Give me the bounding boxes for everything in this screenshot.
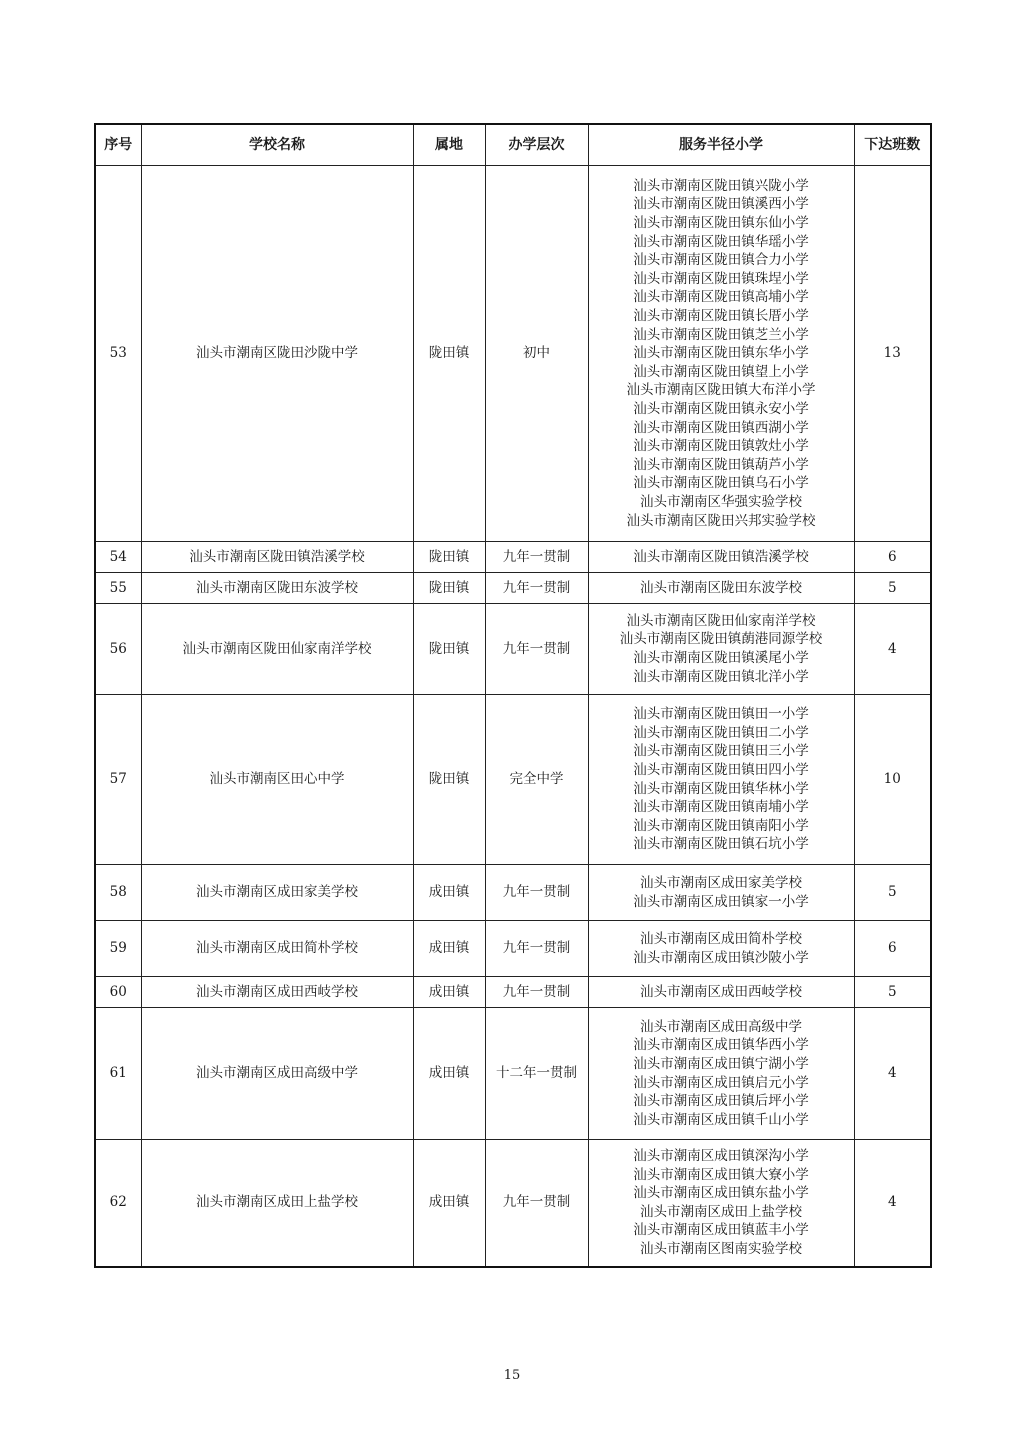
cell-service [588, 1008, 854, 1140]
service-school: 汕头市潮南区陇田镇东仙小学 [633, 215, 809, 232]
cell-school: 汕头市潮南区成田西岐学校 [141, 977, 413, 1008]
service-school: 汕头市潮南区图南实验学校 [640, 1240, 802, 1257]
service-school: 汕头市潮南区成田高级中学 [640, 1018, 802, 1035]
cell-level: 九年一贯制 [485, 604, 588, 695]
table-row [95, 921, 931, 977]
cell-no: 60 [95, 977, 141, 1008]
header-area: 属地 [413, 124, 485, 166]
cell-service [588, 573, 854, 604]
service-school: 汕头市潮南区陇田镇田四小学 [633, 761, 809, 778]
service-school: 汕头市潮南区陇田镇永安小学 [633, 400, 809, 417]
cell-school: 汕头市潮南区陇田镇浩溪学校 [141, 542, 413, 573]
cell-level: 十二年一贯制 [485, 1008, 588, 1140]
table-row [95, 573, 931, 604]
service-school: 汕头市潮南区陇田镇华瑶小学 [633, 233, 809, 250]
cell-no: 56 [95, 604, 141, 695]
service-school: 汕头市潮南区陇田镇敦灶小学 [633, 438, 809, 455]
cell-classes: 6 [854, 542, 931, 573]
service-school: 汕头市潮南区陇田镇田一小学 [633, 706, 809, 723]
cell-classes: 5 [854, 977, 931, 1008]
service-school: 汕头市潮南区陇田镇东华小学 [633, 345, 809, 362]
service-school: 汕头市潮南区陇田镇南阳小学 [633, 817, 809, 834]
service-school: 汕头市潮南区陇田镇望上小学 [633, 363, 809, 380]
service-school: 汕头市潮南区陇田镇田三小学 [633, 743, 809, 760]
cell-area: 成田镇 [413, 865, 485, 921]
service-school: 汕头市潮南区成田镇宁湖小学 [633, 1055, 809, 1072]
cell-service [588, 865, 854, 921]
cell-school: 汕头市潮南区陇田仙家南洋学校 [141, 604, 413, 695]
service-school: 汕头市潮南区陇田镇石坑小学 [633, 836, 809, 853]
table-row [95, 1008, 931, 1140]
service-school: 汕头市潮南区陇田镇华林小学 [633, 780, 809, 797]
cell-service [588, 604, 854, 695]
table-row [95, 604, 931, 695]
service-school: 汕头市潮南区陇田镇蓢港同源学校 [619, 631, 823, 648]
cell-service [588, 695, 854, 865]
header-service: 服务半径小学 [588, 124, 854, 166]
service-school: 汕头市潮南区陇田镇合力小学 [633, 252, 809, 269]
cell-area: 陇田镇 [413, 573, 485, 604]
service-school: 汕头市潮南区陇田镇芝兰小学 [633, 326, 809, 343]
service-school: 汕头市潮南区成田镇华西小学 [633, 1037, 809, 1054]
cell-no: 57 [95, 695, 141, 865]
cell-area: 成田镇 [413, 921, 485, 977]
cell-level: 九年一贯制 [485, 921, 588, 977]
cell-area: 陇田镇 [413, 542, 485, 573]
cell-classes: 5 [854, 865, 931, 921]
service-school: 汕头市潮南区陇田镇溪西小学 [633, 196, 809, 213]
service-school: 汕头市潮南区陇田镇西湖小学 [633, 419, 809, 436]
cell-classes: 6 [854, 921, 931, 977]
table-header-row [95, 124, 931, 166]
service-school: 汕头市潮南区陇田镇大布洋小学 [626, 382, 816, 399]
cell-school: 汕头市潮南区成田高级中学 [141, 1008, 413, 1140]
cell-school: 汕头市潮南区陇田沙陇中学 [141, 166, 413, 542]
cell-level: 完全中学 [485, 695, 588, 865]
cell-classes: 10 [854, 695, 931, 865]
cell-classes: 5 [854, 573, 931, 604]
cell-level: 九年一贯制 [485, 977, 588, 1008]
header-classes: 下达班数 [854, 124, 931, 166]
service-school: 汕头市潮南区华强实验学校 [640, 493, 802, 510]
table-body [95, 166, 931, 1267]
cell-service [588, 1140, 854, 1267]
cell-level: 九年一贯制 [485, 573, 588, 604]
service-school: 汕头市潮南区陇田镇田二小学 [633, 724, 809, 741]
header-level: 办学层次 [485, 124, 588, 166]
cell-service [588, 166, 854, 542]
cell-area: 陇田镇 [413, 604, 485, 695]
cell-classes: 4 [854, 604, 931, 695]
service-school: 汕头市潮南区陇田兴邦实验学校 [626, 512, 816, 529]
header-no: 序号 [95, 124, 141, 166]
page-number: 15 [503, 1368, 521, 1383]
table-row [95, 1140, 931, 1267]
cell-level: 初中 [485, 166, 588, 542]
cell-no: 55 [95, 573, 141, 604]
service-school: 汕头市潮南区成田镇深沟小学 [633, 1147, 809, 1164]
school-allocation-table [94, 123, 932, 1268]
service-school: 汕头市潮南区陇田镇浩溪学校 [633, 548, 809, 565]
table-row [95, 542, 931, 573]
cell-no: 58 [95, 865, 141, 921]
service-school: 汕头市潮南区陇田镇乌石小学 [633, 475, 809, 492]
cell-school: 汕头市潮南区成田上盐学校 [141, 1140, 413, 1267]
service-school: 汕头市潮南区成田上盐学校 [640, 1203, 802, 1220]
cell-school: 汕头市潮南区成田家美学校 [141, 865, 413, 921]
service-school: 汕头市潮南区陇田镇高埔小学 [633, 289, 809, 306]
cell-school: 汕头市潮南区陇田东波学校 [141, 573, 413, 604]
cell-no: 62 [95, 1140, 141, 1267]
cell-service [588, 542, 854, 573]
service-school: 汕头市潮南区成田西岐学校 [640, 983, 802, 1000]
cell-area: 成田镇 [413, 1008, 485, 1140]
cell-area: 陇田镇 [413, 166, 485, 542]
table-row [95, 166, 931, 542]
table-row [95, 977, 931, 1008]
service-school: 汕头市潮南区陇田镇南埔小学 [633, 799, 809, 816]
cell-level: 九年一贯制 [485, 1140, 588, 1267]
cell-no: 54 [95, 542, 141, 573]
service-school: 汕头市潮南区陇田镇葫芦小学 [633, 456, 809, 473]
service-school: 汕头市潮南区成田镇蓝丰小学 [633, 1222, 809, 1239]
cell-classes: 4 [854, 1140, 931, 1267]
service-school: 汕头市潮南区陇田镇兴陇小学 [633, 177, 809, 194]
cell-area: 陇田镇 [413, 695, 485, 865]
header-school: 学校名称 [141, 124, 413, 166]
service-school: 汕头市潮南区陇田东波学校 [640, 579, 802, 596]
service-school: 汕头市潮南区陇田镇珠埕小学 [633, 270, 809, 287]
service-school: 汕头市潮南区成田镇启元小学 [633, 1074, 809, 1091]
table-row [95, 695, 931, 865]
service-school: 汕头市潮南区成田镇东盐小学 [633, 1185, 809, 1202]
service-school: 汕头市潮南区成田镇后坪小学 [633, 1093, 809, 1110]
table-row [95, 865, 931, 921]
cell-no: 61 [95, 1008, 141, 1140]
cell-school: 汕头市潮南区成田简朴学校 [141, 921, 413, 977]
service-school: 汕头市潮南区陇田镇溪尾小学 [633, 650, 809, 666]
cell-no: 59 [95, 921, 141, 977]
cell-service [588, 921, 854, 977]
cell-area: 成田镇 [413, 977, 485, 1008]
cell-school: 汕头市潮南区田心中学 [141, 695, 413, 865]
service-school: 汕头市潮南区成田镇千山小学 [633, 1111, 809, 1128]
service-school: 汕头市潮南区陇田仙家南洋学校 [626, 612, 816, 629]
cell-classes: 13 [854, 166, 931, 542]
service-school: 汕头市潮南区陇田镇长厝小学 [633, 308, 809, 325]
cell-no: 53 [95, 166, 141, 542]
cell-level: 九年一贯制 [485, 865, 588, 921]
cell-level: 九年一贯制 [485, 542, 588, 573]
service-school: 汕头市潮南区成田镇大寮小学 [633, 1166, 809, 1183]
service-school: 汕头市潮南区成田简朴学校 [640, 930, 802, 947]
service-school: 汕头市潮南区成田镇家一小学 [633, 893, 809, 910]
cell-classes: 4 [854, 1008, 931, 1140]
service-school: 汕头市潮南区成田镇沙陂小学 [633, 949, 809, 966]
cell-service [588, 977, 854, 1008]
service-school: 汕头市潮南区陇田镇北洋小学 [633, 668, 809, 685]
cell-area: 成田镇 [413, 1140, 485, 1267]
service-school: 汕头市潮南区成田家美学校 [640, 874, 802, 891]
